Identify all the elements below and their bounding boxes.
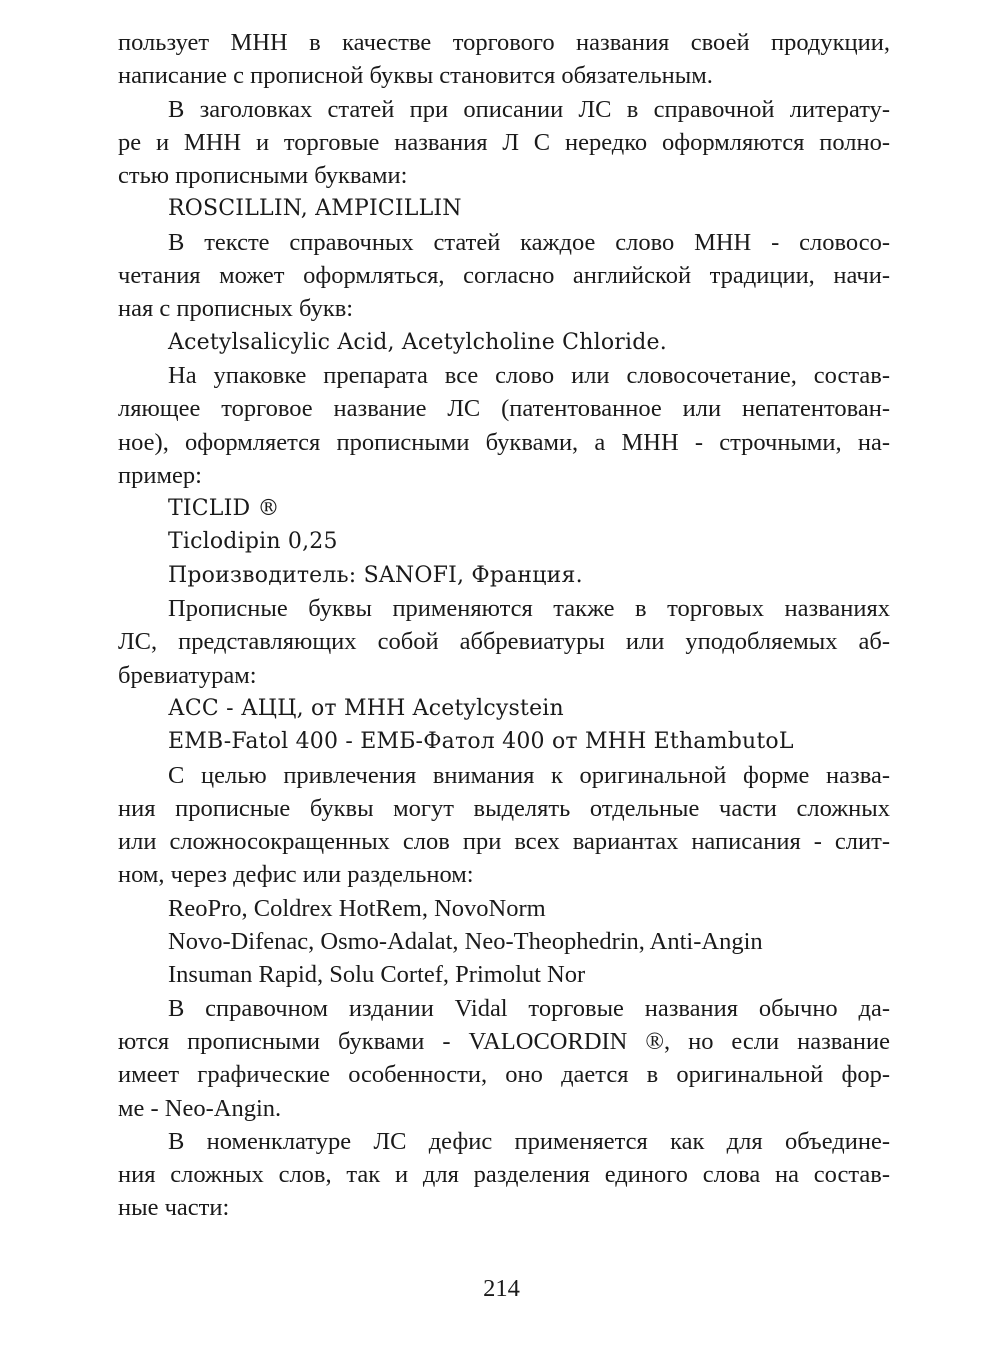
text-line: четания может оформляться, согласно английской традиции, начи- [118, 262, 890, 290]
text-line: ния сложных слов, так и для разделения единого слова на состав- [118, 1161, 890, 1189]
text-line: ЛС, представляющих собой аббревиатуры или уподобляемых аб- [118, 628, 890, 656]
text-line: Прописные буквы применяются также в торговых названиях [168, 595, 890, 623]
example-line: Acetylsalicylic Acid, Acetylcholine Chloride. [168, 329, 667, 355]
text-line: ются прописными буквами - VALOCORDIN ®, но если название [118, 1027, 890, 1055]
example-line: ROSCILLIN, AMPICILLIN [168, 196, 462, 222]
text-line: ные части: [118, 1194, 230, 1222]
text-line: ме - Neo-Angin. [118, 1094, 282, 1122]
text-line: написание с прописной буквы становится обязательным. [118, 62, 713, 90]
text-line: имеет графические особенности, оно дается в оригинальной фор- [118, 1061, 890, 1089]
page-number: 214 [483, 1275, 520, 1302]
text-line: ляющее торговое название ЛС (патентованное или непатентован- [118, 395, 890, 423]
text-line: В справочном издании Vidal торговые названия обычно да- [168, 994, 890, 1022]
text-line: или сложносокращенных слов при всех вариантах написания - слит- [118, 828, 890, 856]
text-line: стью прописными буквами: [118, 162, 408, 190]
example-line: TICLID ® [168, 496, 280, 522]
text-line: бревиатурам: [118, 661, 257, 689]
text-line: пользует МНН в качестве торгового названия своей продукции, [118, 29, 890, 56]
example-line: Ticlodipin 0,25 [168, 529, 338, 555]
text-line: На упаковке препарата все слово или словосочетание, состав- [168, 361, 890, 389]
text-line: ное), оформляется прописными буквами, а МНН - строчными, на- [118, 428, 890, 456]
text-line: ReoPro, Coldrex HotRem, NovoNorm [168, 894, 546, 922]
example-line: EMB-Fatol 400 - ЕМБ-Фатол 400 от МНН EthambutoL [168, 729, 794, 755]
text-line: В тексте справочных статей каждое слово МНН - словосо- [168, 228, 890, 256]
page-body [118, 26, 890, 1225]
text-line: В номенклатуре ЛС дефис применяется как для объедине- [168, 1127, 890, 1155]
text-line: ная с прописных букв: [118, 295, 354, 323]
text-line: В заголовках статей при описании ЛС в справочной литерату- [168, 95, 890, 123]
text-line: Insuman Rapid, Solu Cortef, Primolut Nor [168, 961, 586, 989]
text-line: пример: [118, 461, 202, 489]
text-line: Novo-Difenac, Osmo-Adalat, Neo-Theophedrin, Anti-Angin [168, 928, 763, 956]
text-line: ре и МНН и торговые названия Л С нередко оформляются полно- [118, 128, 890, 156]
text-line: С целью привлечения внимания к оригинальной форме назва- [168, 761, 890, 789]
text-line: ния прописные буквы могут выделять отдельные части сложных [118, 794, 890, 822]
example-line: АСС - АЦЦ, от МНН Acetylcystein [168, 695, 564, 721]
text-line: ном, через дефис или раздельном: [118, 861, 474, 889]
example-line: Производитель: SANOFI, Франция. [168, 562, 583, 588]
